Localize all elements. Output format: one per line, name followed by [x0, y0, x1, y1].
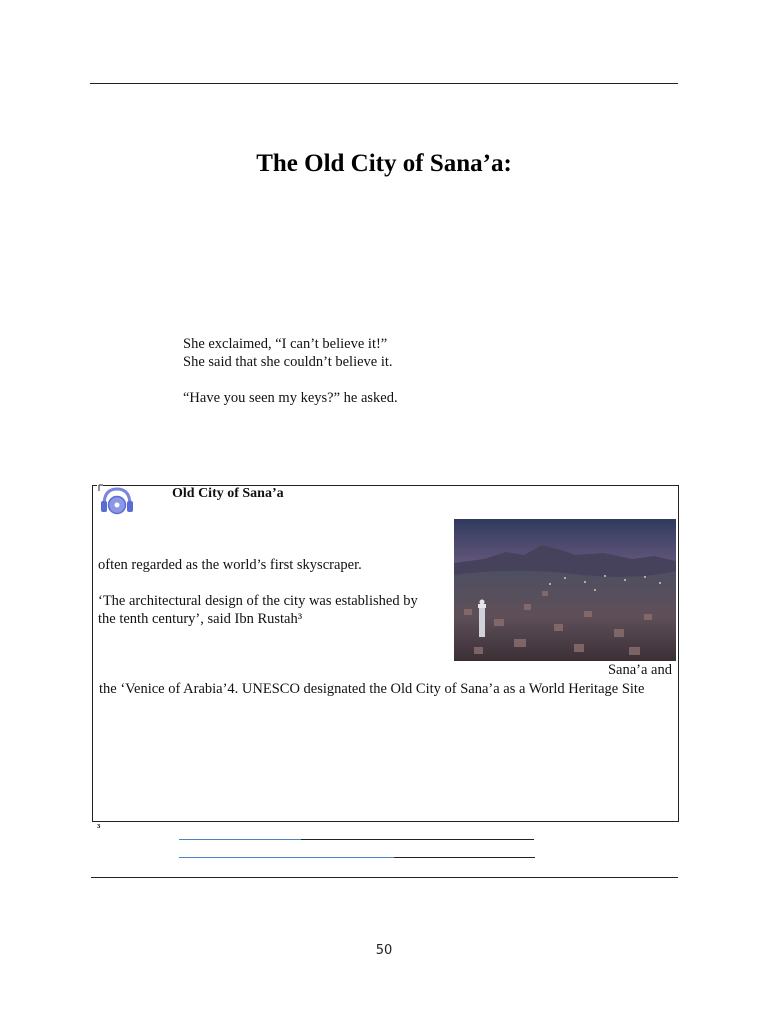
footnote-underline-1	[301, 839, 534, 840]
page-number: 50	[375, 943, 393, 958]
venice-unesco-text: the ‘Venice of Arabia’4. UNESCO designated the Old City of Sana’a as a World Heritage Site	[99, 681, 645, 697]
example-sentence-3: “Have you seen my keys?” he asked.	[183, 390, 398, 406]
footnote-link-1[interactable]	[179, 839, 301, 840]
footnote-link-2[interactable]	[179, 857, 394, 858]
footnote-marker: ³	[97, 822, 101, 834]
footnote-underline-2	[394, 857, 535, 858]
quote-line-2: the tenth century’, said Ibn Rustah³	[98, 611, 303, 627]
headphones-audio-icon[interactable]	[97, 483, 139, 519]
sanaa-city-photo	[454, 519, 676, 661]
example-sentence-1: She exclaimed, “I can’t believe it!”	[183, 336, 388, 352]
skyscraper-text: often regarded as the world’s first skyscraper.	[98, 557, 362, 573]
header-rule	[90, 83, 678, 84]
caption-right-text: Sana’a and	[607, 662, 672, 678]
example-sentence-2: She said that she couldn’t believe it.	[183, 354, 393, 370]
page-title: The Old City of Sana’a:	[256, 150, 512, 177]
box-heading: Old City of Sana’a	[172, 486, 284, 501]
quote-line-1: ‘The architectural design of the city was established by	[98, 593, 418, 609]
footer-rule	[91, 877, 678, 878]
